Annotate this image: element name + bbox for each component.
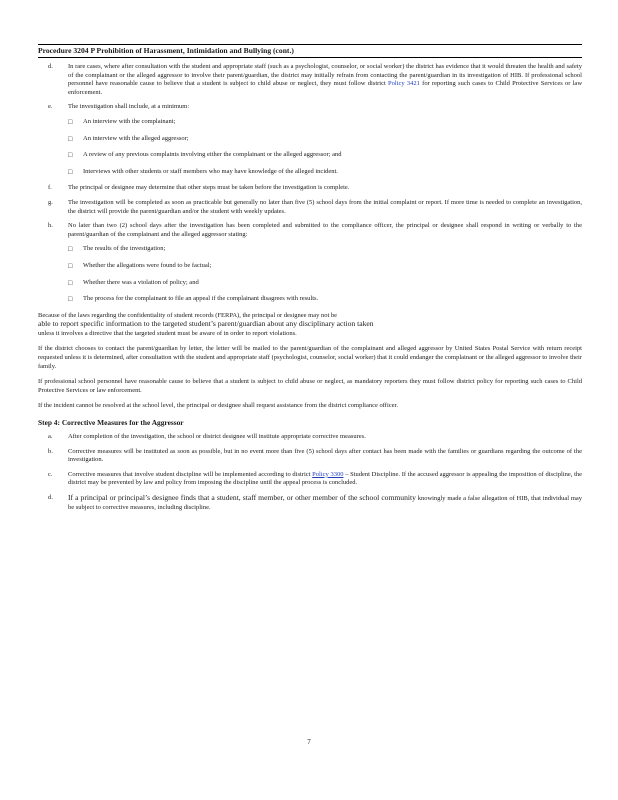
item-label: h.	[48, 222, 53, 230]
checkbox-bullet-icon: □	[68, 261, 73, 270]
item-e	[38, 103, 582, 112]
list-item: □ The results of the investigation;	[68, 245, 166, 254]
checkbox-bullet-icon: □	[68, 278, 73, 287]
checkbox-bullet-icon: □	[68, 245, 73, 254]
item-label: a.	[48, 433, 53, 441]
item-label: d.	[48, 63, 53, 70]
policy-3300-link[interactable]: Policy 3300	[312, 470, 344, 478]
item-label: g.	[48, 198, 53, 206]
mail-paragraph: If the district chooses to contact the parent/guardian by letter, the letter will be mailed to the parent/guardian of the complainant and alleged aggressor by United States Postal Service with return receipt requested unless it is determined, after consultation with the student and appropriate staff (psychologist, counselor, social worker) that it could endanger the complainant or the alleged aggressor to involve their family.	[38, 345, 582, 370]
document-page	[38, 44, 582, 518]
school-level-paragraph: If the incident cannot be resolved at the school level, the principal or designee shall request assistance from the district compliance officer.	[38, 402, 398, 410]
item-f	[38, 184, 582, 193]
item-text: The investigation shall include, at a minimum:	[68, 103, 190, 111]
list-item: □ A review of any previous complaints involving either the complainant or the alleged aggressor; and	[68, 151, 342, 160]
checkbox-bullet-icon: □	[68, 134, 73, 143]
list-item: □ Whether there was a violation of policy; and	[68, 278, 199, 287]
list-item: □ Interviews with other students or staff members who may have knowledge of the alleged incident.	[68, 167, 338, 176]
checkbox-bullet-icon: □	[68, 295, 73, 304]
item-text: After completion of the investigation, the school or district designee will institute appropriate corrective measures.	[68, 433, 366, 441]
procedure-header: Procedure 3204 P Prohibition of Harassment, Intimidation and Bullying (cont.)	[38, 44, 582, 58]
item-label: d.	[48, 494, 53, 501]
item-label: c.	[48, 470, 53, 478]
item-g	[38, 199, 582, 216]
item-text: Corrective measures that involve student discipline will be implemented according to district	[68, 470, 311, 478]
item-text: knowingly made a false allegation of HIB, that individual may be subject to corrective measures, including discipline.	[68, 495, 583, 511]
item-text: The principal or designee may determine that other steps must be taken before the investigation is complete.	[68, 184, 350, 192]
page-number: 7	[307, 738, 311, 746]
policy-3421-link[interactable]: Policy 3421	[388, 80, 420, 88]
checkbox-bullet-icon: □	[68, 167, 73, 176]
item-b	[38, 448, 582, 465]
list-item: □ Whether the allegations were found to be factual;	[68, 261, 212, 270]
item-label: e.	[48, 103, 53, 111]
ferpa-paragraph: Because of the laws regarding the confidentiality of student records (FERPA), the principal or designee may not be able to report specific information to the targeted student’s parent/guardian about any disciplinary action taken unless it involves a directive that the targeted student must be aware of in order to report violations.	[38, 311, 374, 337]
item-h	[38, 222, 582, 239]
item-text: In rare cases, where after consultation with the student and appropriate staff (such as a psychologist, counselor, or social worker) the district has evidence that it would threaten the health and safety of the complainant or the alleged aggressor to involve their parent/guardian, the district may initially refrain from contacting the parent/guardian in its investigation of HIB. If professional school personnel have reasonable cause to believe that a student is subject to child abuse or neglect, they must follow district	[68, 63, 582, 88]
item-text: Corrective measures will be instituted as soon as possible, but in no event more than five (5) school days after contact has been made with the families or guardians regarding the outcome of the investigation.	[68, 447, 582, 464]
item-label: b.	[48, 447, 53, 455]
item-d-false-allegation	[38, 494, 582, 512]
abuse-paragraph: If professional school personnel have reasonable cause to believe that a student is subject to child abuse or neglect, as mandatory reporters they must follow district policy for reporting such cases to Child Protective Services or law enforcement.	[38, 378, 582, 394]
list-item: □ The process for the complainant to file an appeal if the complainant disagrees with results.	[68, 295, 319, 304]
item-text: for reporting such cases to Child Protective Services or law enforcement.	[68, 80, 583, 96]
step-4-heading: Step 4: Corrective Measures for the Aggressor	[38, 418, 184, 428]
list-item: □ An interview with the alleged aggressor;	[68, 134, 189, 143]
item-a	[38, 433, 582, 442]
item-text: The investigation will be completed as soon as practicable but generally no later than five (5) school days from the initial complaint or report. If more time is needed to complete an investigation, the district will provide the parent/guardian and/or the student with weekly updates.	[68, 198, 582, 215]
item-text: – Student Discipline. If the accused aggressor is appealing the imposition of discipline, the district may be prevented by law and policy from imposing the discipline until the appeal process is concluded.	[68, 470, 583, 487]
item-label: f.	[48, 184, 52, 192]
item-d	[38, 63, 582, 97]
list-item: □ An interview with the complainant;	[68, 117, 176, 126]
item-c	[38, 471, 582, 488]
checkbox-bullet-icon: □	[68, 117, 73, 126]
checkbox-bullet-icon: □	[68, 151, 73, 160]
item-text: No later than two (2) school days after the investigation has been completed and submitted to the compliance officer, the principal or designee shall respond in writing or verbally to the parent/guardian of the complainant and the alleged aggressor stating:	[68, 222, 582, 238]
item-lead-text: If a principal or principal’s designee finds that a student, staff member, or other member of the school community	[68, 493, 416, 502]
